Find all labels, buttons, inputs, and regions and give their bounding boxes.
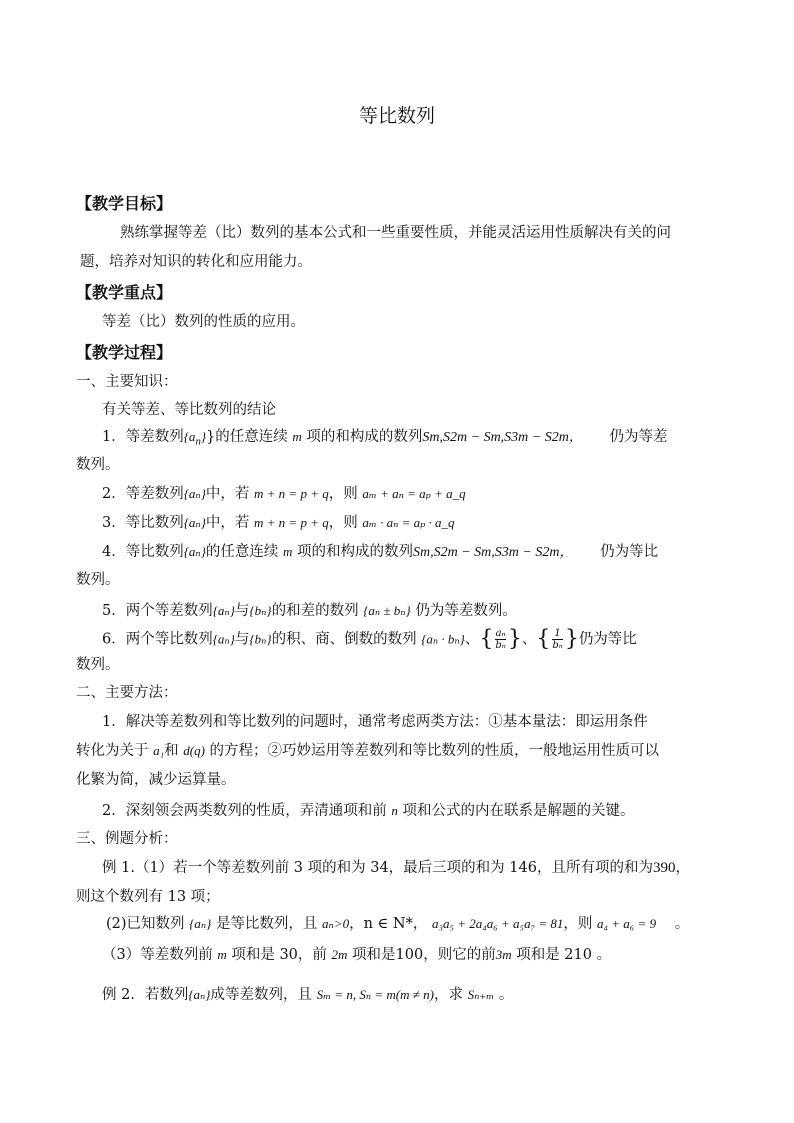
var-3m: 3m — [495, 947, 512, 962]
text: 6．两个等比数列 — [102, 631, 213, 648]
knowledge-item-1-cont: 数列。 — [76, 457, 120, 473]
text: 1．等差数列 — [102, 429, 184, 445]
seq-an: {aₙ} — [183, 515, 206, 530]
text: ，则 — [563, 916, 593, 932]
brace-left-icon: { — [536, 626, 551, 652]
seq-an: {aₙ} — [183, 486, 206, 501]
var-2m: 2m — [331, 947, 348, 962]
result: aₘ · aₙ = aₚ · a_q — [362, 515, 455, 530]
knowledge-item-4-cont: 数列。 — [76, 572, 120, 588]
seq-bn: {bₙ} — [249, 603, 272, 618]
seq-an: {aₙ} — [189, 916, 212, 931]
goal-heading: 【教学目标】 — [76, 194, 173, 213]
text: 成等差数列，且 — [210, 987, 313, 1003]
sep: 、 — [521, 631, 537, 648]
method-2 — [102, 801, 634, 821]
page-title: 等比数列 — [358, 105, 435, 127]
text: 项的和构成的数列 — [297, 544, 414, 560]
knowledge-item-5 — [102, 601, 517, 621]
knowledge-item-2 — [102, 484, 466, 504]
method-1-line-1: 1．解决等差数列和等比数列的问题时，通常考虑两类方法：①基本量法：即运用条件 — [102, 714, 648, 730]
knowledge-item-1 — [102, 427, 667, 452]
var-m: m — [217, 947, 227, 962]
examples-heading: 三、例题分析： — [76, 831, 178, 847]
goal-text-2: 题，培养对知识的转化和应用能力。 — [80, 254, 312, 270]
var-m: m — [283, 544, 293, 559]
example-1-3 — [102, 945, 611, 965]
condition: Sₘ = n, Sₙ = m(m ≠ n) — [316, 987, 434, 1002]
text: (2)已知数列 — [106, 916, 185, 932]
text: 仍为等差 — [609, 429, 668, 445]
seq-an: {aₙ} — [183, 544, 206, 559]
goal-text-1: 熟练掌握等差（比）数列的基本公式和一些重要性质，并能灵活运用性质解决有关的问 — [120, 225, 671, 241]
var-dq: d(q) — [183, 743, 205, 758]
text: 例 2．若数列 — [102, 987, 189, 1003]
seq-an: $\{a_n\}$ — [183, 429, 207, 448]
value-390: 390 — [652, 860, 676, 876]
text: 项和是 210 。 — [516, 947, 612, 963]
target: Sₙ₊ₘ — [467, 987, 495, 1002]
text: 例 1.（1）若一个等差数列前 3 项的和为 34，最后三项的和为 146，且所有项的和为 — [102, 860, 653, 876]
knowledge-item-6 — [102, 628, 637, 651]
fraction-quotient — [495, 628, 505, 651]
fraction-reciprocal — [552, 628, 562, 651]
text: 仍为等差数列。 — [415, 603, 517, 619]
text: 。 — [674, 916, 690, 932]
text: ，则 — [328, 486, 358, 502]
brace-right-icon: } — [564, 626, 579, 652]
condition: aₙ>0 — [322, 916, 350, 931]
text: 中，若 — [205, 515, 250, 531]
text: 与 — [234, 631, 250, 648]
text: （3）等差数列前 — [102, 947, 213, 963]
var-m: m — [292, 429, 302, 444]
text: 项和公式的内在联系是解题的关键。 — [402, 803, 635, 819]
text: 转化为关于 — [76, 743, 149, 759]
text: 的积、商、倒数的数列 — [271, 631, 417, 648]
formula-sums: Sm,S2m − Sm,S3m − S2m， — [413, 545, 574, 560]
knowledge-item-4 — [102, 542, 658, 563]
text: 2．等差数列 — [102, 486, 184, 502]
methods-heading: 二、主要方法： — [76, 685, 178, 701]
knowledge-intro: 有关等差、等比数列的结论 — [102, 402, 276, 418]
knowledge-heading: 一、主要知识： — [76, 374, 178, 390]
text: 仍为等比 — [578, 631, 637, 648]
brace-left-icon: { — [479, 626, 494, 652]
formula-sums: Sm,S2m − Sm,S3m − S2m， — [422, 430, 583, 445]
text: ，求 — [433, 987, 463, 1003]
text: 。 — [498, 987, 514, 1003]
sep: 、 — [464, 631, 480, 648]
seq-an: {aₙ} — [212, 603, 235, 618]
example-1-1-cont: 则这个数列有 13 项； — [76, 889, 220, 905]
text: 项和是 30，前 — [231, 947, 327, 963]
result: aₘ + aₙ = aₚ + a_q — [362, 486, 466, 501]
text: 与 — [234, 603, 250, 619]
var-a1: a₁ — [153, 743, 165, 758]
example-1-1 — [102, 858, 690, 878]
text: 项的和构成的数列 — [306, 429, 423, 445]
text: 的和差的数列 — [271, 603, 359, 619]
text: 的任意连续 — [205, 544, 279, 560]
text: 2．深刻领会两类数列的性质，弄清通项和前 — [102, 803, 387, 819]
text: ， — [675, 860, 690, 876]
brace-right-icon: } — [507, 626, 522, 652]
text: }的任意连续 — [206, 429, 288, 445]
text: ，则 — [328, 515, 358, 531]
seq-sum: {aₙ ± bₙ} — [363, 603, 411, 618]
text: 3．等比数列 — [102, 515, 184, 531]
frac-den: bₙ — [495, 640, 506, 651]
method-1-line-3: 化繁为简，减少运算量。 — [76, 772, 236, 788]
method-1-line-2 — [76, 741, 659, 761]
example-2 — [102, 985, 513, 1005]
seq-an: {aₙ} — [188, 987, 211, 1002]
frac-num: 1 — [552, 628, 562, 640]
knowledge-item-6-cont: 数列。 — [76, 657, 120, 673]
key-heading: 【教学重点】 — [76, 283, 173, 302]
text: 和 — [164, 743, 179, 759]
knowledge-item-3 — [102, 513, 455, 533]
frac-den: bₙ — [552, 640, 563, 651]
example-1-2 — [106, 914, 689, 934]
answer: a₄ + a₆ = 9 — [596, 916, 657, 931]
text: 项和是100，则它的前 — [352, 947, 496, 963]
text: ，n ∈ N*， — [349, 916, 428, 932]
seq-product: {aₙ · bₙ} — [421, 631, 465, 647]
text: 的方程；②巧妙运用等差数列和等比数列的性质，一般地运用性质可以 — [209, 743, 660, 759]
text: 4．等比数列 — [102, 544, 184, 560]
equation: a₃a₅ + 2a₄a₆ + a₅a₇ = 81 — [431, 916, 564, 931]
frac-num: aₙ — [495, 628, 506, 639]
text: 5．两个等差数列 — [102, 603, 213, 619]
seq-bn: {bₙ} — [249, 631, 272, 647]
condition: m + n = p + q — [254, 486, 329, 501]
text: 是等比数列，且 — [215, 916, 318, 932]
key-text: 等差（比）数列的性质的应用。 — [102, 314, 305, 330]
process-heading: 【教学过程】 — [76, 343, 173, 362]
var-n: n — [391, 803, 398, 818]
condition: m + n = p + q — [254, 515, 329, 530]
text: 中，若 — [205, 486, 250, 502]
text: 仍为等比 — [600, 544, 659, 560]
seq-an: {aₙ} — [212, 631, 235, 647]
